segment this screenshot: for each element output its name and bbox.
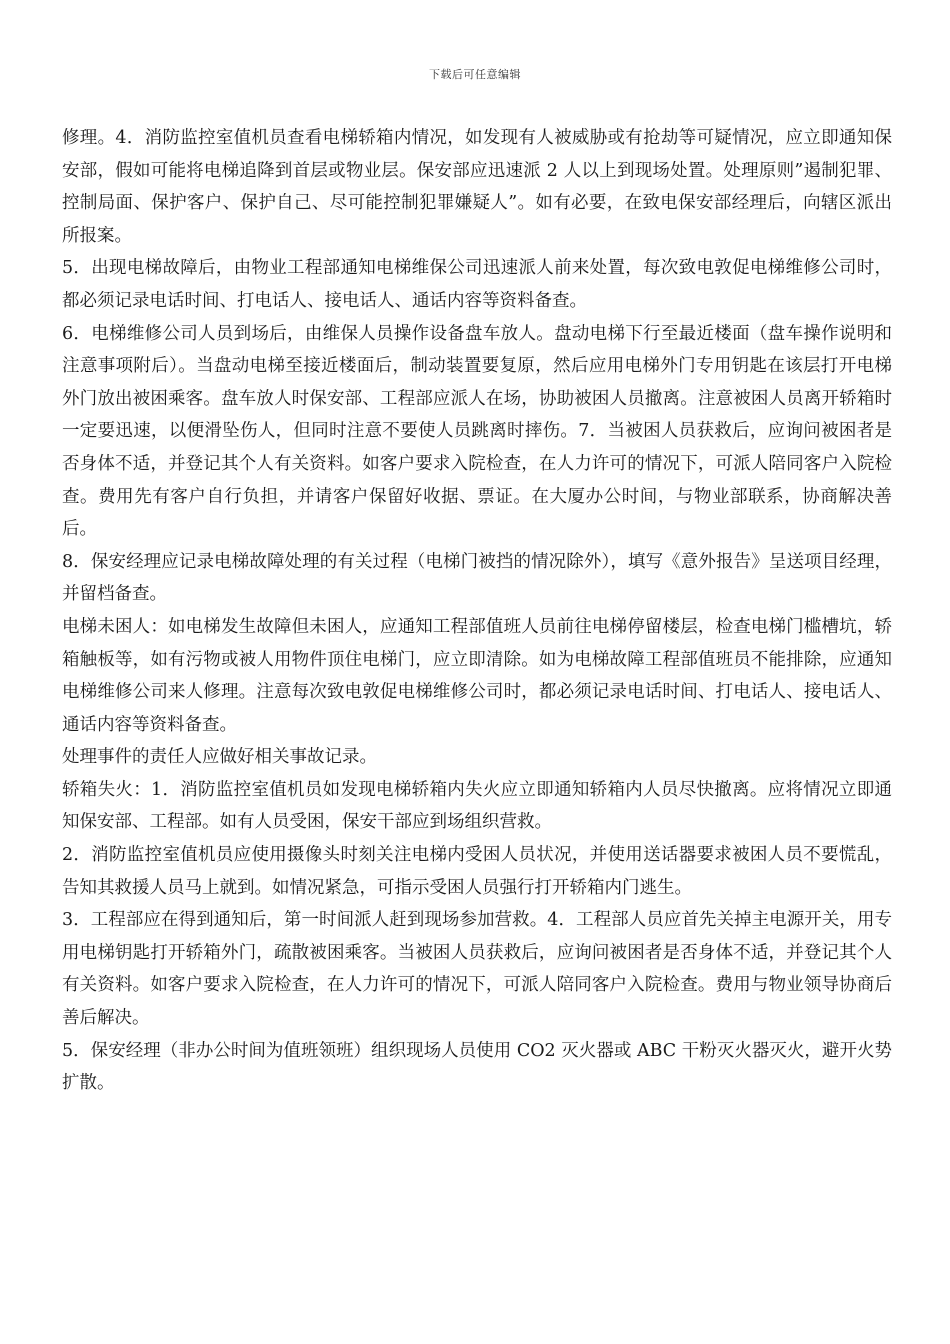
paragraph-responsibility: 处理事件的责任人应做好相关事故记录。 — [62, 747, 377, 768]
paragraph-elevator-threat: 修理。4．消防监控室值机员查看电梯轿箱内情况，如发现有人被威胁或有抢劫等可疑情况，应立即通知保安部，假如可能将电梯追降到首层或物业层。保安部应迅速派 2 人以上到现场处置。处理原则”遏制犯罪、控制局面、保护客户、保护自己、尽可能控制犯罪嫌疑人”。如有必要，在致电保安部经理后，向辖区派出所报案。 — [62, 128, 892, 246]
paragraph-manual-rescue: 6．电梯维修公司人员到场后，由维保人员操作设备盘车放人。盘动电梯下行至最近楼面（盘车操作说明和注意事项附后）。当盘动电梯至接近楼面后，制动装置要复原，然后应用电梯外门专用钥匙在该层打开电梯外门放出被困乘客。盘车放人时保安部、工程部应派人在场，协助被困人员撤离。注意被困人员离开轿箱时一定要迅速，以便滑坠伤人，但同时注意不要使人员跳离时摔伤。7．当被困人员获救后，应询问被困者是否身体不适，并登记其个人有关资料。如客户要求入院检查，在人力许可的情况下，可派人陪同客户入院检查。费用先有客户自行负担，并请客户保留好收据、票证。在大厦办公时间，与物业部联系，协商解决善后。 — [62, 323, 892, 540]
paragraph-car-fire: 轿箱失火：1．消防监控室值机员如发现电梯轿箱内失火应立即通知轿箱内人员尽快撤离。应将情况立即通知保安部、工程部。如有人员受困，保安干部应到场组织营救。 — [62, 779, 892, 833]
paragraph-maintenance-call: 5．出现电梯故障后，由物业工程部通知电梯维保公司迅速派人前来处置，每次致电敦促电梯维修公司时，都必须记录电话时间、打电话人、接电话人、通话内容等资料备查。 — [62, 258, 892, 311]
paragraph-incident-report: 8．保安经理应记录电梯故障处理的有关过程（电梯门被挡的情况除外），填写《意外报告》呈送项目经理，并留档备查。 — [62, 551, 892, 605]
document-body — [62, 122, 892, 1100]
paragraph-engineering-rescue: 3．工程部应在得到通知后，第一时间派人赶到现场参加营救。4．工程部人员应首先关掉主电源开关，用专用电梯钥匙打开轿箱外门，疏散被困乘客。当被困人员获救后，应询问被困者是否身体不适，并登记其个人有关资料。如客户要求入院检查，在人力许可的情况下，可派人陪同客户入院检查。费用与物业领导协商后善后解决。 — [62, 910, 892, 1029]
page-header-note: 下载后可任意编辑 — [429, 68, 521, 81]
paragraph-no-trapped: 电梯未困人：如电梯发生故障但未困人，应通知工程部值班人员前往电梯停留楼层，检查电梯门槛槽坑，轿箱触板等，如有污物或被人用物件顶住电梯门，应立即清除。如为电梯故障工程部值班员不能排除，应通知电梯维修公司来人修理。注意每次致电敦促电梯维修公司时，都必须记录电话时间、打电话人、接电话人、通话内容等资料备查。 — [62, 616, 892, 735]
paragraph-fire-extinguish: 5．保安经理（非办公时间为值班领班）组织现场人员使用 CO2 灭火器或 ABC 干粉灭火器灭火，避开火势扩散。 — [62, 1040, 892, 1094]
paragraph-camera-monitoring: 2．消防监控室值机员应使用摄像头时刻关注电梯内受困人员状况，并使用送话器要求被困人员不要慌乱，告知其救援人员马上就到。如情况紧急，可指示受困人员强行打开轿箱内门逃生。 — [62, 845, 892, 898]
